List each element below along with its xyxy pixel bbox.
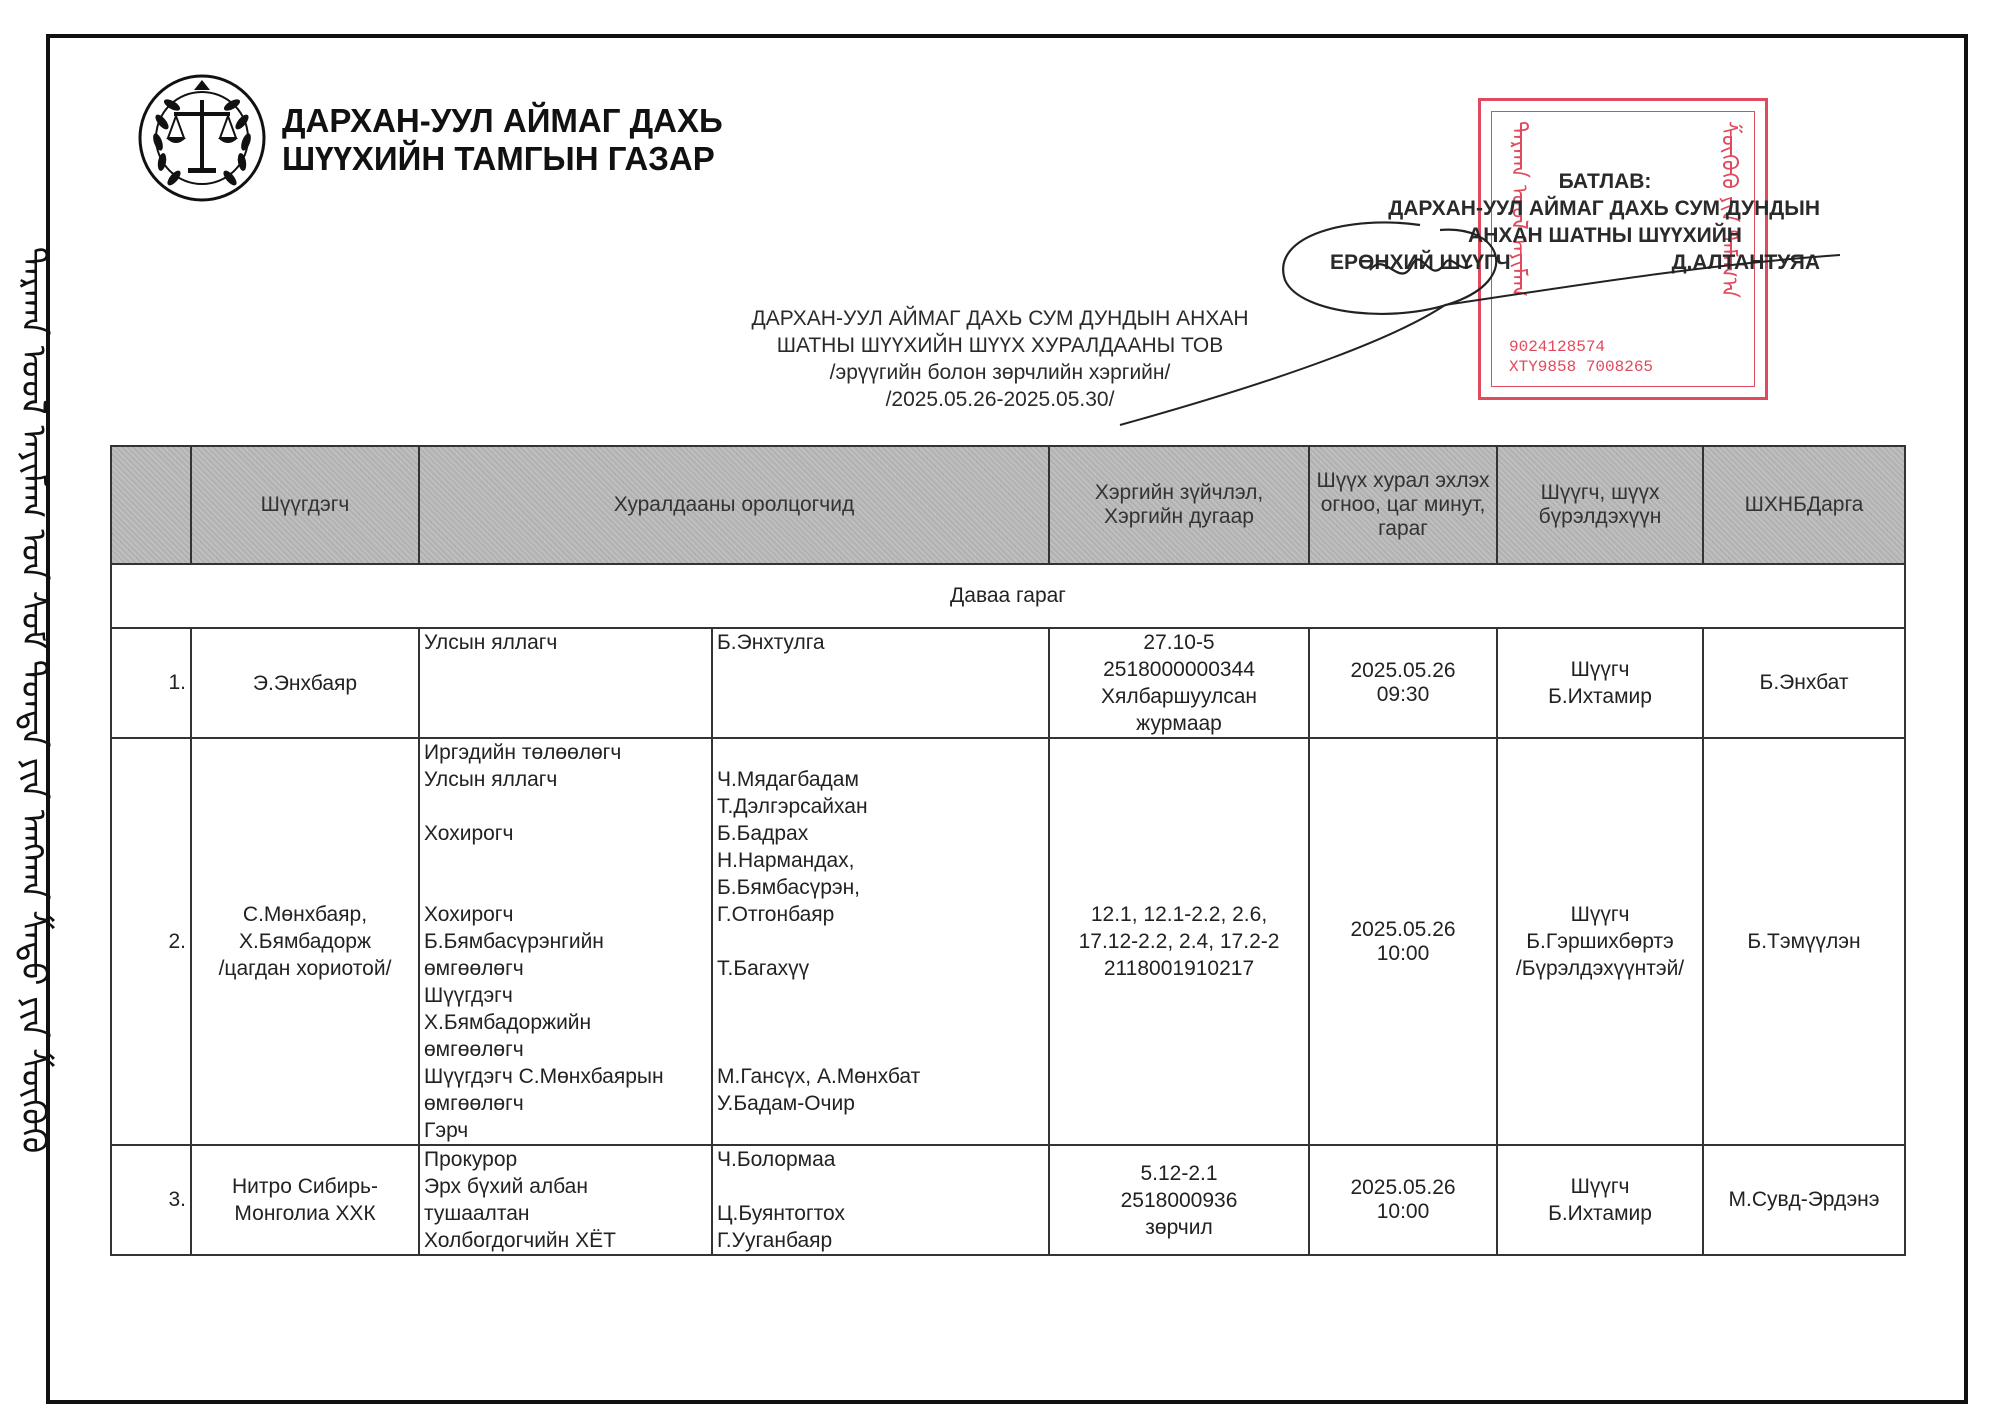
secretary-cell: Б.Энхбат: [1703, 628, 1905, 738]
hearing-time: 10:00: [1376, 941, 1430, 965]
defendant-cell: С.Мөнхбаяр, Х.Бямбадорж /цагдан хориотой/: [191, 738, 419, 1145]
header-participants: Хуралдааны оролцогчид: [419, 446, 1049, 564]
mongolian-script-margin: [12, 200, 72, 1200]
hearing-date: 2025.05.26: [1350, 659, 1456, 682]
table-row: [111, 1145, 1905, 1255]
stamp-mongolian-text-left: ᠳᠠᠷᠬᠠᠨ ᠤᠤᠯ ᠠᠶᠢᠮᠠᠭ: [1506, 121, 1531, 297]
datetime-cell: [1309, 738, 1497, 1145]
hearing-time: 09:30: [1376, 683, 1430, 706]
schedule-title-line4: /2025.05.26-2025.05.30/: [885, 388, 1115, 411]
schedule-title-line3: /эрүүгийн болон зөрчлийн хэргийн/: [829, 361, 1171, 384]
case-cell: 5.12-2.1 2518000936 зөрчил: [1049, 1145, 1309, 1255]
secretary-cell: М.Сувд-Эрдэнэ: [1703, 1145, 1905, 1255]
row-number: 1.: [111, 628, 191, 738]
judge-cell: Шүүгч Б.Гэршихбөртэ /Бүрэлдэхүүнтэй/: [1497, 738, 1703, 1145]
hearing-date: 2025.05.26: [1350, 917, 1456, 941]
hearing-date: 2025.05.26: [1350, 1176, 1456, 1199]
mongolian-script-text: ᠳᠠᠷᠬᠠᠨ ᠤᠤᠯ ᠠᠶᠢᠮᠠᠭ ᠤᠨ ᠰᠤᠮ ᠳᠤᠨᠳᠠ ᠶᠢᠨ ᠠᠩᠬᠠᠨ ᠱᠠᠲᠤ ᠶᠢᠨ ᠱᠦᠭᠦᠬᠦ: [13, 246, 53, 1154]
organization-name-line2: ШҮҮХИЙН ТАМГЫН ГАЗАР: [282, 140, 715, 177]
stamp-mongolian-text-right: ᠱᠦᠭᠦᠬᠦ ᠶᠢᠨ ᠲᠠᠮᠠᠭ᠎ᠠ: [1716, 121, 1741, 299]
participant-names-cell: Б.Энхтулга: [712, 628, 1049, 738]
stamp-number-1: 9024128574: [1509, 338, 1606, 356]
datetime-cell: [1309, 1145, 1497, 1255]
participant-names-cell: Ч.Болормаа Ц.Буянтогтох Г.Ууганбаяр: [712, 1145, 1049, 1255]
defendant-cell: Э.Энхбаяр: [191, 628, 419, 738]
day-row: [111, 564, 1905, 628]
row-number: 3.: [111, 1145, 191, 1255]
schedule-title-line1: ДАРХАН-УУЛ АЙМАГ ДАХЬ СУМ ДУНДЫН АНХАН: [751, 307, 1249, 330]
participant-roles-cell: Улсын яллагч: [419, 628, 712, 738]
header-datetime: Шүүх хурал эхлэх огноо, цаг минут, гараг: [1309, 446, 1497, 564]
secretary-cell: Б.Тэмүүлэн: [1703, 738, 1905, 1145]
schedule-title: [700, 305, 1300, 413]
participant-roles-cell: Прокурор Эрх бүхий албан тушаалтан Холбогдогчийн ХЁТ: [419, 1145, 712, 1255]
judge-cell: Шүүгч Б.Ихтамир: [1497, 628, 1703, 738]
court-emblem-icon: [136, 72, 268, 204]
participant-roles-cell: Иргэдийн төлөөлөгч Улсын яллагч Хохирогч Хохирогч Б.Бямбасүрэнгийн өмгөөлөгч Шүүгдэгч Х.Бямбадоржийн өмгөөлөгч Шүүгдэгч С.Мөнхбаярын өмгөөлөгч Гэрч: [419, 738, 712, 1145]
header-number: [111, 446, 191, 564]
table-row: [111, 628, 1905, 738]
row-number: 2.: [111, 738, 191, 1145]
stamp-number-2: ХТҮ9858 7008265: [1509, 358, 1654, 376]
approval-line1: ДАРХАН-УУЛ АЙМАГ ДАХЬ СУМ ДУНДЫН: [1388, 197, 1820, 220]
header-secretary: ШХНБДарга: [1703, 446, 1905, 564]
approval-line2: АНХАН ШАТНЫ ШҮҮХИЙН: [1468, 224, 1742, 247]
header-case: Хэргийн зүйчлэл, Хэргийн дугаар: [1049, 446, 1309, 564]
table-row: [111, 738, 1905, 1145]
datetime-cell: [1309, 628, 1497, 738]
header-judge: Шүүгч, шүүх бүрэлдэхүүн: [1497, 446, 1703, 564]
hearing-schedule-table: [110, 445, 1906, 1256]
schedule-title-line2: ШАТНЫ ШҮҮХИЙН ШҮҮХ ХУРАЛДААНЫ ТОВ: [776, 334, 1224, 357]
case-cell: 27.10-5 2518000000344 Хялбаршуулсан журмаар: [1049, 628, 1309, 738]
case-cell: 12.1, 12.1-2.2, 2.6, 17.12-2.2, 2.4, 17.2-2 2118001910217: [1049, 738, 1309, 1145]
judge-cell: Шүүгч Б.Ихтамир: [1497, 1145, 1703, 1255]
approval-signer-name: Д.АЛТАНТУЯА: [1671, 251, 1820, 274]
approval-label: БАТЛАВ:: [1558, 170, 1652, 193]
defendant-cell: Нитро Сибирь- Монголиа ХХК: [191, 1145, 419, 1255]
table-header-row: [111, 446, 1905, 564]
header-defendant: Шүүгдэгч: [191, 446, 419, 564]
organization-name-line1: ДАРХАН-УУЛ АЙМАГ ДАХЬ: [282, 102, 723, 139]
day-label: Даваа гараг: [111, 564, 1905, 628]
hearing-time: 10:00: [1376, 1200, 1430, 1223]
organization-name: [282, 102, 723, 178]
participant-names-cell: Ч.Мядагбадам Т.Дэлгэрсайхан Б.Бадрах Н.Нармандах, Б.Бямбасүрэн, Г.Отгонбаяр Т.Багахүү М.Гансүх, А.Мөнхбат У.Бадам-Очир: [712, 738, 1049, 1145]
approval-position: ЕРӨНХИЙ ШҮҮГЧ: [1330, 251, 1511, 274]
